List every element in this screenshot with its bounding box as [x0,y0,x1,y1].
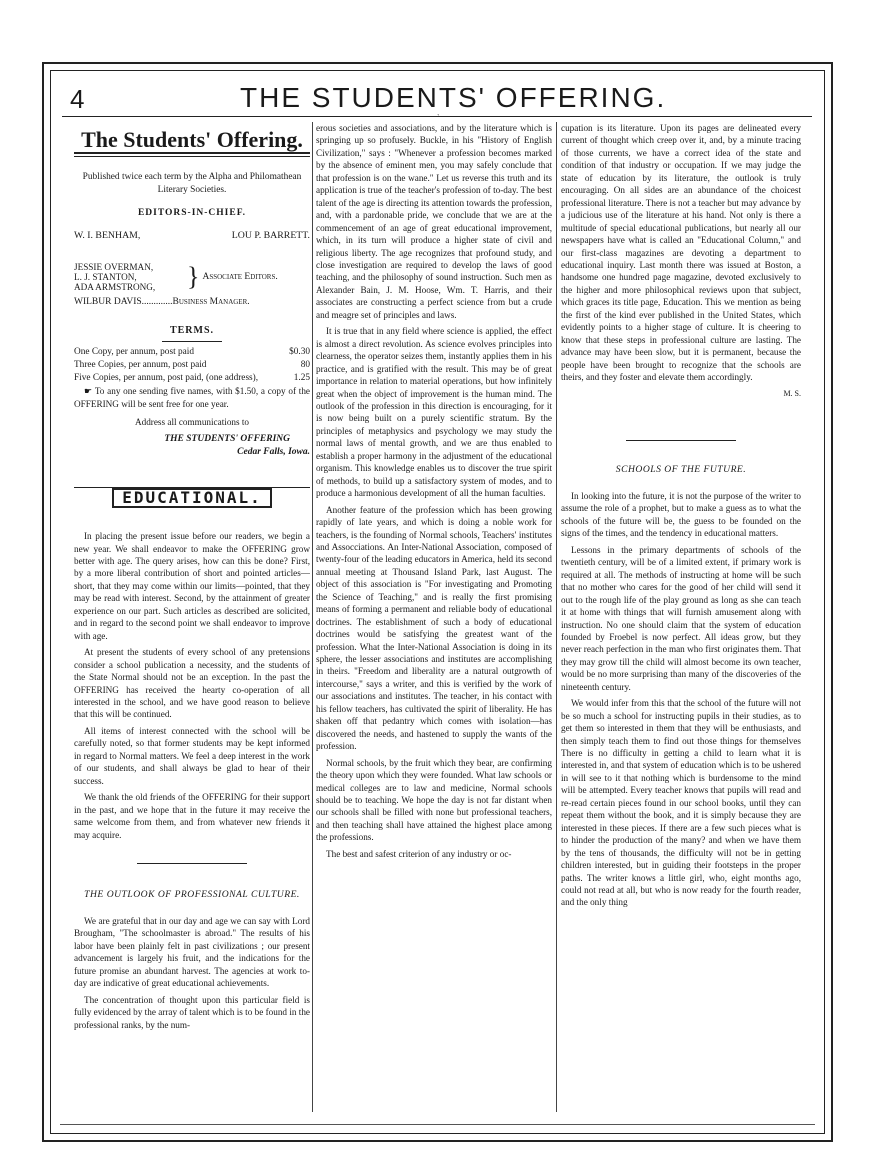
article-paragraph: Another feature of the profession which has been growing rapidly of late years, and which is doing a noble work for teachers, is the founding of Normal schools, Teachers' institutes and Assocciations. An Inter-National Association, composed of twenty-four of the leading educators in America, held its second annual meeting at Thousand Island Park, last August. The object of this association is "For investigating and Promoting the Science of Teaching," and is really the first promising means of forming a permanent and reliable body of educational doctrines. The establishment of such a body of educational doctrines would be satisfying the greatest want of the profession. What the Inter-National Association is doing in its sphere, the lesser associations and institutes are accomplishing in theirs. "Freedom and liberality are a natural outgrowth of intercourse," says a writer, and this is verified by the work of our associations and institutes. The teacher, in his contact with his fellow teachers, has cultivated the spirit of liberality. He has shaken off that pedantry which comes with isolation—has discovered the needs, and hastened to supply the wants of the profession. [316,504,552,752]
editors-in-chief [74,230,310,242]
article-paragraph: At present the students of every school of any pretensions consider a school publication a necessity, and the students of the State Normal should not be an exception. In the past the OFFERING has received the hearty co-operation of all interested in the school, and we have good reason to believe that this will be continued. [74,647,310,720]
article-paragraph: The concentration of thought upon this particular field is fully evidenced by the array of talent which is to be found in the professional ranks, by the num- [74,994,310,1030]
address-name: THE STUDENTS' OFFERING [164,433,290,444]
terms-row [74,372,310,385]
address-line: Address all communications to [134,417,250,428]
article-paragraph: Normal schools, by the fruit which they bear, are confirming the theory upon which they were founded. What law schools or medical colleges are to law and medicine, Normal schools should be to teaching. We hope the day is not far distant when our schools shall be filled with none but professional teachers, and then teaching shall have attained the highest place among the professions. [316,757,552,843]
article-signature: M. S. [783,388,801,398]
article-paragraph: The best and safest criterion of any industry or oc- [326,848,512,859]
associate-editor-name: L. J. STANTON, [74,272,137,283]
article-paragraph: All items of interest connected with the school will be carefully noted, so that former students may be kept informed in regard to Normal matters. We feel a deep interest in the work of our students, and shall always be glad to hear of their success. [74,725,310,786]
print-mark: ˋ [437,113,440,122]
article-paragraph: erous societies and associations, and by the literature which is springing up so profusely. Buckle, in his "History of English Civilization," says : "Whenever a profession becomes marked by the absence of eminent men, you may safely conclude that that profession is on the wane." Let us reverse this truth and its application is true of the teacher's profession of to-day. The best talent of the age is directing its attention towards the profession, and, with a pardonable pride, we conclude that we are at the commencement of an age of great educational improvement, which, in its turn will produce a higher state of civil and religious liberty. The age recognizes that profound study, and close investigation are required to develop the laws of good teaching, and the philosophy of sound instruction. Such men as Alexander Bain, J. M. Hoose, Wm. T. Harris, and their associates are constructing a perfect science from but a crude and meagre set of principles and laws. [316,123,552,320]
terms-price: 1.25 [293,373,310,384]
column-divider [312,122,313,1112]
masthead-rule [74,156,310,157]
editor-name: W. I. BENHAM, [74,229,141,241]
business-manager-role: Business Manager. [172,297,250,308]
article-paragraph: We are grateful that in our day and age we can say with Lord Brougham, "The schoolmaster is abroad." The results of his labor have been plainly felt in past civilizations ; our present advancement is largely his fruit, and the indications for the future promise an abundant harvest. The agencies at work to-day are indicative of great educational achievements. [74,915,310,989]
column-3 [561,122,801,913]
terms-price: $0.30 [289,347,310,358]
educational-banner [74,487,310,508]
business-manager: WILBUR DAVIS.............Business Manager. [74,297,250,308]
brace-symbol: } [187,262,200,292]
terms-label: Three Copies, per annum, post paid [74,360,207,371]
page-number: 4 [70,84,85,114]
masthead: The Students' Offering. [81,127,303,152]
column-1 [74,122,310,1035]
article-paragraph: Lessons in the primary departments of schools of the twentieth century, will be of a limited extent, if primary work is required at all. The methods of instructing at home will be such that no mother who cares for the good of her child will send it out to the rough life of the play ground as long as she can teach it at home with things that will furnish amusement along with instruction. No one should claim that the system of education founded by Froebel is now perfect. All ideas grow, but they never reach perfection in the man who first originates them. That they may grow till the child will almost become its own teacher, would be no more surprising than many of the discoveries of the nineteenth century. [561,544,801,692]
associate-editors [74,262,310,292]
article-heading: SCHOOLS OF THE FUTURE. [615,463,747,475]
article-paragraph: In looking into the future, it is not the purpose of the writer to assume the role of a prophet, but to make a guess as to what the schools of the future will be, the guess to be founded on the signs of the times, and the tendency in educational matters. [561,490,801,539]
publication-note: Published twice each term by the Alpha and Philomathean Literary Societies. [82,172,302,196]
section-heading: EDUCATIONAL. [112,488,272,508]
article-paragraph: cupation is its literature. Upon its pages are delineated every current of thought which creep over it, and, by a minute tracing of those currents, we have a correct idea of the state and condition of that industry or occupation. If we may judge the state of education by its literature, the outlook is truly encouraging. On all sides are an abundance of the choicest professional literature. There is not a teacher but may advance by a judicious use of the literature at his hand. Not only is there a multitude of special educational publications, but nearly all our newspapers have what is called an "Educational Column," and our first-class magazines are devoting a department to educational inquiry. Last month there was issued at Boston, a handsome one hundred page magazine, devoted exclusively to the higher and more philosophical reviews upon that subject, which graces its title page, Education. This we mention as being the first of the kind ever published in the United States, which evidently points to a higher stage of culture. It is cheering to know that these steps in professional culture are lasting. The advance may have been slow, but it is permanent, because the people have been brought to recognize that the schools are theirs, and they foster and elevate them accordingly. [561,123,801,383]
club-offer: ☛ To any one sending five names, with $1.50, a copy of the OFFERING will be sent free for one year. [74,386,310,409]
terms-row [74,359,310,372]
terms-label: Five Copies, per annum, post paid, (one address), [74,373,259,384]
article-heading: THE OUTLOOK OF PROFESSIONAL CULTURE. [84,888,300,900]
associate-role: Associate Editors. [202,272,278,283]
article-paragraph: We thank the old friends of the OFFERING for their support in the past, and we hope that in the future it may receive the same welcome from them, and from whatever new friends it may acquire. [74,792,310,840]
terms-heading: TERMS. [169,324,215,336]
header-rule [62,116,812,117]
editors-heading: EDITORS-IN-CHIEF. [137,208,247,219]
article-separator [137,863,247,864]
terms-label: One Copy, per annum, post paid [74,347,194,358]
column-divider [556,122,557,1112]
business-manager-name: WILBUR DAVIS [74,297,142,308]
address-place: Cedar Falls, Iowa. [237,446,310,457]
article-paragraph: We would infer from this that the school of the future will not be so much a school for instructing pupils in their studies, as to get them so interested in them that they will be enthusiasts, and then simply teach them to find out those things for themselves There is no difficulty in getting a child to learn what it is interested in, and that system of education which is to be ushered in will see to it that nothing which is burdensome to the mind will be attempted. Every teacher knows that pupils will read and re-read certain pieces found in our school books, until they can repeat them without the book, and it is simply because they are interested in these pieces. If there are a few such pieces what is to hinder the production of the many? and when we have them by the tens of thousands, the difficulty will not be in getting children interested, but in guiding their footsteps in the proper paths. The writer knows a little girl, who, eight months ago, could not read at all, but who is now ready for the fourth reader, and the only thing [561,698,801,908]
article-paragraph: It is true that in any field where science is applied, the effect is almost a direct revolution. As science evolves principles into clearness, the operator seizes them, instantly applies them in his practice, and is gratified with the result. This may be of great importance in relation to material operations, but how infinitely great when the object of improvement is the human mind. The outlook of the profession in this direction is encouraging, for it is now being built on a purely scientific stratum. By the principles of metaphysics and psychology we may study the normal laws of mental growth, and we are thus enabled to establish a proper harmony in the adjustment of the educational organism. This knowledge enables us to discover the true spirit of methods, to build up a satisfactory system of modes, and to produce a harmonious development of all the human faculties. [316,326,552,499]
terms-row [74,346,310,359]
article-separator [626,440,736,441]
terms-rule [162,341,222,342]
page-title: THE STUDENTS' OFFERING. [240,82,667,113]
masthead-rule [74,152,310,154]
associate-editor-name: ADA ARMSTRONG, [74,282,156,293]
article-paragraph: In placing the present issue before our readers, we begin a new year. We shall endeavor to make the OFFERING grow better with age. The query arises, how can this be done? First, by a more liberal contribution of short and pointed articles—short, that they may come within our limits—pointed, that they may be read with interest. Second, by the attainment of greater experience on our part. Such articles as described are solicited, and in regard to the second point we shall endeavor to improve with age. [74,531,310,641]
column-2 [316,122,552,864]
editor-name: LOU P. BARRETT. [231,229,310,241]
terms-price: 80 [300,360,310,371]
associate-editor-name: JESSIE OVERMAN, [74,262,154,273]
bottom-rule [60,1124,815,1125]
